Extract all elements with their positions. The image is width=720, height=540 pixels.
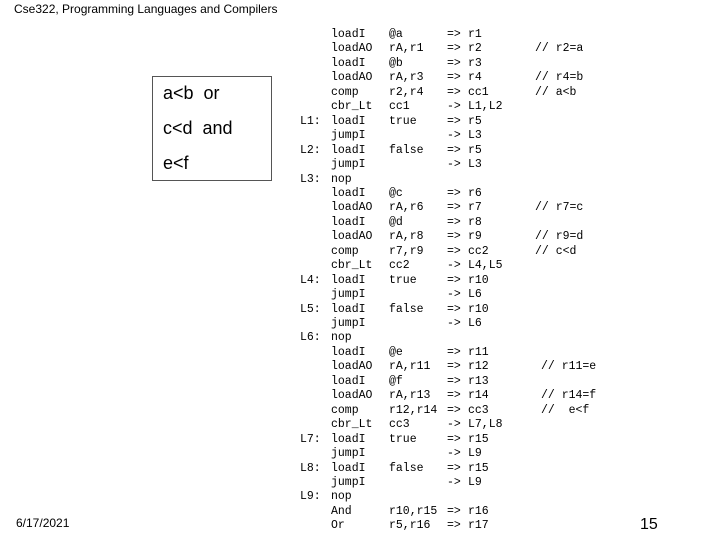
code-operands: @a [389, 28, 403, 41]
code-target: r16 [468, 504, 489, 518]
code-comment: // r7=c [535, 201, 584, 215]
code-opcode: loadAO [331, 71, 373, 85]
code-arrow: => [447, 143, 461, 157]
condition-line: c<d and [163, 118, 233, 138]
code-label: L5: [300, 302, 321, 316]
code-operands: @f [389, 374, 403, 388]
code-opcode: loadI [331, 432, 366, 446]
code-label: L7: [300, 432, 321, 446]
code-arrow: => [447, 244, 461, 258]
code-arrow: -> [447, 158, 461, 172]
code-target: r5 [468, 114, 482, 128]
code-line [0, 331, 720, 345]
code-line [0, 462, 720, 476]
code-line [0, 230, 720, 244]
code-target: L4,L5 [468, 259, 503, 273]
code-operands: rA,r3 [389, 71, 424, 85]
code-opcode: jumpI [331, 288, 366, 302]
code-operands: @e [389, 345, 403, 359]
code-operands: r2,r4 [389, 85, 424, 99]
code-line [0, 389, 720, 403]
code-arrow: -> [447, 100, 461, 114]
code-operands: false [389, 461, 424, 475]
code-operands: true [389, 114, 417, 128]
code-opcode: loadI [331, 345, 366, 359]
code-opcode: loadAO [331, 230, 373, 244]
code-operands: rA,r8 [389, 230, 424, 244]
code-arrow: => [447, 230, 461, 244]
code-operands: false [389, 302, 424, 316]
code-opcode: jumpI [331, 475, 366, 489]
code-opcode: loadI [331, 143, 366, 157]
code-target: r1 [468, 28, 482, 41]
code-line [0, 245, 720, 259]
code-arrow: -> [447, 418, 461, 432]
code-arrow: -> [447, 475, 461, 489]
code-opcode: jumpI [331, 317, 366, 330]
code-target: L9 [468, 475, 482, 489]
code-opcode: loadI [331, 215, 366, 229]
code-line [0, 274, 720, 288]
code-arrow: -> [447, 447, 461, 461]
code-line [0, 505, 720, 519]
code-target: L9 [468, 447, 482, 461]
code-opcode: loadI [331, 114, 366, 128]
code-opcode: loadI [331, 186, 366, 200]
code-operands: rA,r1 [389, 42, 424, 56]
code-target: r11 [468, 345, 489, 359]
code-opcode: loadI [331, 302, 366, 316]
code-operands: rA,r6 [389, 201, 424, 215]
code-comment: // e<f [541, 403, 590, 417]
code-target: r2 [468, 42, 482, 56]
code-line [0, 490, 720, 504]
code-line [0, 303, 720, 317]
code-target: r4 [468, 71, 482, 85]
code-line [0, 173, 720, 187]
code-line [0, 418, 720, 432]
code-target: r14 [468, 389, 489, 403]
code-target: L3 [468, 129, 482, 143]
code-opcode: cbr_Lt [331, 259, 373, 273]
code-line [0, 404, 720, 418]
code-line [0, 346, 720, 360]
code-label: L9: [300, 490, 321, 504]
code-operands: @b [389, 56, 403, 70]
code-target: r15 [468, 432, 489, 446]
code-target: r10 [468, 302, 489, 316]
code-arrow: => [447, 519, 461, 533]
code-opcode: loadAO [331, 42, 373, 56]
code-opcode: loadI [331, 273, 366, 287]
code-arrow: => [447, 56, 461, 70]
code-line [0, 57, 720, 71]
code-line [0, 187, 720, 201]
code-target: r3 [468, 56, 482, 70]
code-line [0, 129, 720, 143]
code-target: L6 [468, 317, 482, 330]
code-line [0, 360, 720, 374]
condition-line: a<b or [163, 83, 220, 103]
code-opcode: loadI [331, 56, 366, 70]
code-comment: // r4=b [535, 71, 584, 85]
code-opcode: comp [331, 244, 359, 258]
code-target: L6 [468, 288, 482, 302]
code-arrow: => [447, 504, 461, 518]
code-opcode: comp [331, 85, 359, 99]
code-label: L2: [300, 143, 321, 157]
code-line [0, 216, 720, 230]
code-target: r9 [468, 230, 482, 244]
code-target: L1,L2 [468, 100, 503, 114]
code-arrow: => [447, 186, 461, 200]
code-line [0, 259, 720, 273]
code-line [0, 447, 720, 461]
footer-date: 6/17/2021 [16, 516, 70, 530]
code-target: cc1 [468, 85, 489, 99]
code-line [0, 86, 720, 100]
code-label: L4: [300, 273, 321, 287]
code-arrow: => [447, 461, 461, 475]
code-target: r7 [468, 201, 482, 215]
code-target: r15 [468, 461, 489, 475]
code-target: L7,L8 [468, 418, 503, 432]
code-opcode: Or [331, 519, 345, 533]
code-target: r5 [468, 143, 482, 157]
code-operands: true [389, 273, 417, 287]
code-operands: @d [389, 215, 403, 229]
code-target: L3 [468, 158, 482, 172]
code-opcode: nop [331, 490, 352, 504]
code-target: r17 [468, 519, 489, 533]
code-label: L6: [300, 331, 321, 345]
code-arrow: => [447, 85, 461, 99]
code-arrow: => [447, 201, 461, 215]
code-comment: // r11=e [541, 360, 597, 374]
code-opcode: comp [331, 403, 359, 417]
code-opcode: loadAO [331, 389, 373, 403]
code-opcode: cbr_Lt [331, 100, 373, 114]
code-arrow: => [447, 302, 461, 316]
code-line [0, 476, 720, 490]
code-opcode: jumpI [331, 158, 366, 172]
code-arrow: => [447, 345, 461, 359]
code-target: r8 [468, 215, 482, 229]
code-label: L8: [300, 461, 321, 475]
code-line [0, 288, 720, 302]
code-arrow: -> [447, 259, 461, 273]
code-arrow: -> [447, 288, 461, 302]
code-operands: cc2 [389, 259, 410, 273]
code-line [0, 375, 720, 389]
code-line [0, 144, 720, 158]
code-label: L3: [300, 172, 321, 186]
code-target: r10 [468, 273, 489, 287]
code-opcode: And [331, 504, 352, 518]
code-operands: @c [389, 186, 403, 200]
code-line [0, 519, 720, 533]
page-number: 15 [640, 516, 658, 533]
code-line [0, 115, 720, 129]
code-opcode: jumpI [331, 129, 366, 143]
code-opcode: jumpI [331, 447, 366, 461]
code-opcode: nop [331, 331, 352, 345]
code-operands: r10,r15 [389, 504, 438, 518]
code-operands: cc1 [389, 100, 410, 114]
code-target: r13 [468, 374, 489, 388]
code-line [0, 433, 720, 447]
code-operands: r7,r9 [389, 244, 424, 258]
code-comment: // c<d [535, 244, 577, 258]
slide-header: Cse322, Programming Languages and Compilers [14, 2, 278, 16]
code-line [0, 100, 720, 114]
code-operands: r5,r16 [389, 519, 431, 533]
code-arrow: => [447, 403, 461, 417]
code-arrow: => [447, 389, 461, 403]
code-target: r6 [468, 186, 482, 200]
code-opcode: nop [331, 172, 352, 186]
code-opcode: loadI [331, 374, 366, 388]
code-target: cc3 [468, 403, 489, 417]
code-arrow: -> [447, 129, 461, 143]
code-arrow: -> [447, 317, 461, 330]
code-line [0, 201, 720, 215]
code-label: L1: [300, 114, 321, 128]
code-operands: cc3 [389, 418, 410, 432]
code-opcode: loadAO [331, 360, 373, 374]
code-operands: rA,r13 [389, 389, 431, 403]
code-operands: true [389, 432, 417, 446]
condition-line: e<f [163, 153, 189, 173]
code-arrow: => [447, 360, 461, 374]
code-target: r12 [468, 360, 489, 374]
code-arrow: => [447, 374, 461, 388]
code-operands: false [389, 143, 424, 157]
code-operands: rA,r11 [389, 360, 431, 374]
code-line [0, 71, 720, 85]
code-arrow: => [447, 432, 461, 446]
code-line [0, 317, 720, 331]
code-arrow: => [447, 114, 461, 128]
code-target: cc2 [468, 244, 489, 258]
code-arrow: => [447, 42, 461, 56]
code-opcode: loadAO [331, 201, 373, 215]
code-comment: // r2=a [535, 42, 584, 56]
code-line [0, 158, 720, 172]
code-comment: // r14=f [541, 389, 597, 403]
code-arrow: => [447, 28, 461, 41]
code-opcode: loadI [331, 461, 366, 475]
code-arrow: => [447, 71, 461, 85]
code-comment: // a<b [535, 85, 577, 99]
code-arrow: => [447, 273, 461, 287]
code-opcode: loadI [331, 28, 366, 41]
code-opcode: cbr_Lt [331, 418, 373, 432]
code-arrow: => [447, 215, 461, 229]
code-operands: r12,r14 [389, 403, 438, 417]
code-comment: // r9=d [535, 230, 584, 244]
code-line [0, 42, 720, 56]
code-line [0, 28, 720, 42]
